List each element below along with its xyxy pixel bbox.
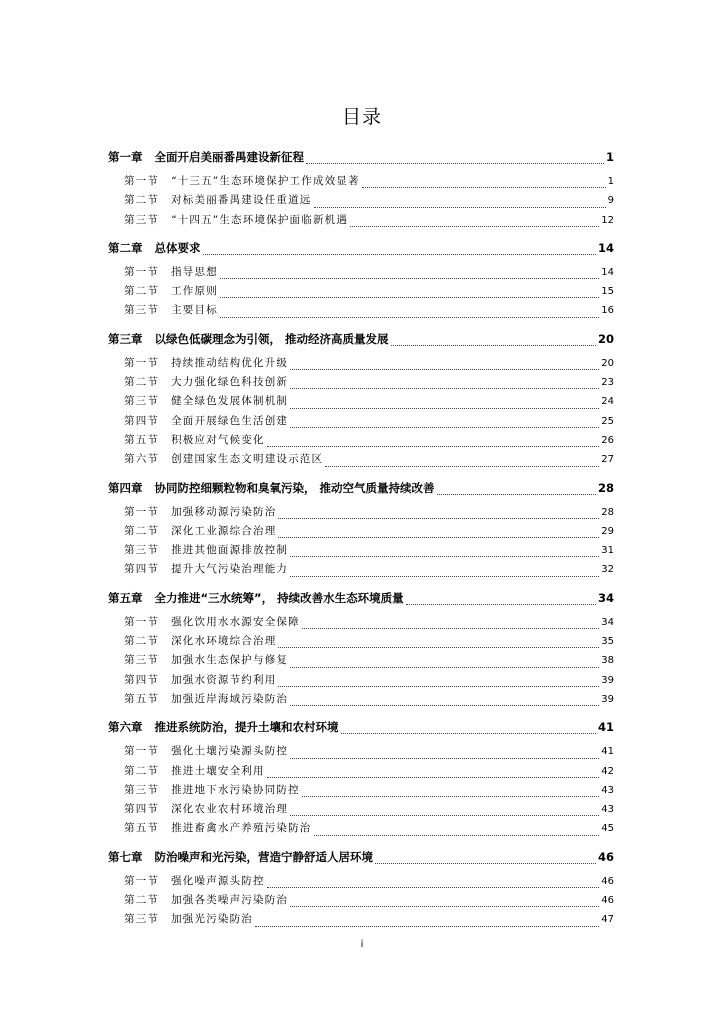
toc-chapter-entry[interactable]: [108, 478, 614, 498]
section-page-number: 35: [601, 636, 614, 648]
chapter-title: 全力推进“三水统筹”， 持续改善水生态环境质量: [154, 590, 404, 605]
chapter-label: [108, 478, 435, 498]
dot-leader: [278, 518, 599, 519]
chapter-label: [108, 147, 304, 167]
section-label: [124, 800, 288, 819]
section-number: 第一节: [124, 745, 160, 758]
dot-leader: [290, 667, 599, 668]
section-number: 第四节: [124, 673, 160, 686]
toc-section-entry[interactable]: [108, 522, 614, 541]
toc-section-entry[interactable]: [108, 671, 614, 690]
chapter-page-number: 41: [597, 720, 614, 735]
dot-leader: [406, 604, 596, 605]
section-page-number: 39: [601, 674, 614, 686]
section-title: 对标美丽番禺建设任重道远: [171, 194, 312, 207]
section-number: 第一节: [124, 356, 160, 369]
dot-leader: [341, 733, 596, 734]
dot-leader: [278, 686, 599, 687]
section-page-number: 31: [601, 545, 614, 557]
section-number: 第二节: [124, 376, 160, 389]
section-page-number: 14: [601, 266, 614, 278]
section-page-number: 42: [601, 765, 614, 777]
section-page-number: 23: [601, 377, 614, 389]
section-label: [124, 690, 288, 709]
section-title: 深化水环境综合治理: [171, 635, 277, 648]
dot-leader: [290, 576, 599, 577]
toc-section-entry[interactable]: [108, 910, 614, 929]
spacer: [108, 839, 614, 847]
section-page-number: 28: [601, 506, 614, 518]
toc-section-entry[interactable]: [108, 431, 614, 450]
spacer: [108, 321, 614, 329]
toc-section-entry[interactable]: [108, 412, 614, 431]
chapter-title: 推进系统防治，提升土壤和农村环境: [154, 720, 339, 735]
section-title: 深化工业源综合治理: [171, 524, 277, 537]
toc-section-entry[interactable]: [108, 560, 614, 579]
toc-section-entry[interactable]: [108, 450, 614, 469]
section-page-number: 41: [601, 746, 614, 758]
section-page-number: 20: [601, 357, 614, 369]
section-page-number: 39: [601, 693, 614, 705]
chapter-number: 第六章: [108, 720, 143, 735]
toc-section-entry[interactable]: [108, 211, 614, 230]
section-page-number: 46: [601, 875, 614, 887]
toc-section-entry[interactable]: [108, 172, 614, 191]
toc-section-entry[interactable]: [108, 762, 614, 781]
dot-leader: [290, 427, 599, 428]
toc-chapter-entry[interactable]: [108, 147, 614, 167]
chapter-label: [108, 717, 339, 737]
toc-section-entry[interactable]: [108, 613, 614, 632]
dot-leader: [314, 835, 600, 836]
chapter-title: 以绿色低碳理念为引领， 推动经济高质量发展: [154, 331, 389, 346]
section-title: 深化农业农村环境治理: [171, 803, 289, 816]
section-title: 大力强化绿色科技创新: [171, 376, 289, 389]
section-title: 推进畜禽水产养殖污染防治: [171, 822, 312, 835]
section-number: 第二节: [124, 285, 160, 298]
section-number: 第一节: [124, 175, 160, 187]
section-number: 第三节: [124, 654, 160, 667]
toc-chapter-entry[interactable]: [108, 588, 614, 608]
toc-section-entry[interactable]: [108, 191, 614, 210]
table-of-contents: [108, 147, 614, 930]
chapter-number: 第三章: [108, 331, 143, 346]
dot-leader: [302, 628, 599, 629]
section-number: 第一节: [124, 874, 160, 887]
chapter-number: 第七章: [108, 849, 143, 864]
chapter-page-number: 1: [605, 150, 614, 164]
section-title: 加强移动源污染防治: [171, 505, 277, 518]
section-number: 第三节: [124, 783, 160, 796]
section-title: 加强近岸海域污染防治: [171, 692, 289, 705]
section-page-number: 12: [601, 214, 614, 226]
section-label: [124, 211, 348, 230]
section-page-number: 15: [601, 286, 614, 298]
section-label: [124, 819, 312, 838]
dot-leader: [306, 163, 604, 164]
dot-leader: [391, 345, 596, 346]
chapter-number: 第二章: [108, 240, 143, 255]
section-title: 主要目标: [171, 304, 218, 317]
section-label: [124, 503, 276, 522]
section-label: [124, 412, 288, 431]
section-label: [124, 263, 218, 282]
spacer: [108, 709, 614, 717]
section-title: 加强各类噪声污染防治: [171, 894, 289, 907]
chapter-title: 总体要求: [154, 240, 201, 255]
dot-leader: [278, 647, 599, 648]
section-number: 第五节: [124, 433, 160, 446]
section-label: [124, 354, 288, 373]
section-label: [124, 392, 288, 411]
section-number: 第一节: [124, 265, 160, 278]
section-title: 创建国家生态文明建设示范区: [171, 453, 324, 466]
section-number: 第四节: [124, 803, 160, 816]
dot-leader: [267, 446, 600, 447]
toc-chapter-entry[interactable]: [108, 717, 614, 737]
dot-leader: [290, 705, 599, 706]
toc-section-entry[interactable]: [108, 541, 614, 560]
section-number: 第一节: [124, 505, 160, 518]
chapter-page-number: 20: [597, 331, 614, 346]
chapter-label: [108, 588, 404, 608]
toc-section-entry[interactable]: [108, 373, 614, 392]
toc-section-entry[interactable]: [108, 781, 614, 800]
dot-leader: [290, 369, 599, 370]
spacer: [108, 470, 614, 478]
section-title: 推进其他面源排放控制: [171, 544, 289, 557]
section-number: 第三节: [124, 913, 160, 926]
chapter-page-number: 46: [597, 849, 614, 864]
toc-section-entry[interactable]: [108, 742, 614, 761]
dot-leader: [267, 887, 600, 888]
chapter-title: 防治噪声和光污染，营造宁静舒适人居环境: [154, 849, 373, 864]
chapter-number: 第四章: [108, 480, 143, 495]
section-page-number: 43: [601, 804, 614, 816]
section-page-number: 9: [607, 195, 614, 207]
toc-section-entry[interactable]: [108, 800, 614, 819]
section-page-number: 45: [601, 823, 614, 835]
dot-leader: [290, 758, 599, 759]
section-label: [124, 373, 288, 392]
section-title: 全面开展绿色生活创建: [171, 414, 289, 427]
section-title: 加强水资源节约利用: [171, 673, 277, 686]
section-label: [124, 282, 218, 301]
chapter-number: 第五章: [108, 590, 143, 605]
section-page-number: 16: [601, 305, 614, 317]
toc-section-entry[interactable]: [108, 392, 614, 411]
toc-chapter-entry[interactable]: [108, 238, 614, 258]
section-label: [124, 301, 218, 320]
section-label: [124, 742, 288, 761]
section-number: 第四节: [124, 414, 160, 427]
dot-leader: [362, 187, 606, 188]
chapter-label: [108, 847, 373, 867]
toc-chapter-entry[interactable]: [108, 329, 614, 349]
dot-leader: [375, 863, 596, 864]
section-title: 指导思想: [171, 265, 218, 278]
section-page-number: 25: [601, 415, 614, 427]
section-page-number: 24: [601, 396, 614, 408]
section-number: 第三节: [124, 213, 160, 226]
dot-leader: [290, 815, 599, 816]
section-label: [124, 651, 288, 670]
page-title: 目录: [341, 106, 382, 128]
page-number: i: [360, 939, 364, 950]
dot-leader: [267, 777, 600, 778]
chapter-page-number: 14: [597, 240, 614, 255]
section-title: 积极应对气候变化: [171, 433, 265, 446]
chapter-page-number: 28: [597, 480, 614, 495]
section-label: [124, 613, 300, 632]
toc-section-entry[interactable]: [108, 651, 614, 670]
dot-leader: [302, 796, 599, 797]
toc-section-entry[interactable]: [108, 891, 614, 910]
section-label: [124, 431, 265, 450]
section-title: 强化噪声源头防控: [171, 874, 265, 887]
section-label: [124, 450, 323, 469]
dot-leader: [220, 278, 599, 279]
toc-section-entry[interactable]: [108, 872, 614, 891]
section-number: 第一节: [124, 615, 160, 628]
section-number: 第四节: [124, 563, 160, 576]
chapter-number: 第一章: [108, 150, 143, 164]
section-title: 推进土壤安全利用: [171, 764, 265, 777]
section-title: 推进地下水污染协同防控: [171, 783, 300, 796]
section-number: 第三节: [124, 304, 160, 317]
section-label: [124, 522, 276, 541]
section-page-number: 29: [601, 525, 614, 537]
toc-section-entry[interactable]: [108, 690, 614, 709]
section-number: 第二节: [124, 524, 160, 537]
dot-leader: [255, 926, 599, 927]
section-page-number: 26: [601, 434, 614, 446]
section-number: 第二节: [124, 894, 160, 907]
dot-leader: [290, 556, 599, 557]
section-title: “十四五”生态环境保护面临新机遇: [171, 213, 349, 226]
section-label: [124, 632, 276, 651]
section-page-number: 46: [601, 895, 614, 907]
toc-section-entry[interactable]: [108, 503, 614, 522]
section-title: 工作原则: [171, 285, 218, 298]
dot-leader: [203, 254, 596, 255]
section-page-number: 1: [607, 176, 614, 187]
section-title: 持续推动结构优化升级: [171, 356, 289, 369]
section-label: [124, 762, 265, 781]
toc-section-entry[interactable]: [108, 263, 614, 282]
toc-section-entry[interactable]: [108, 819, 614, 838]
dot-leader: [350, 226, 599, 227]
section-label: [124, 872, 265, 891]
section-title: 强化土壤污染源头防控: [171, 745, 289, 758]
section-page-number: 43: [601, 784, 614, 796]
section-label: [124, 172, 360, 191]
spacer: [108, 580, 614, 588]
dot-leader: [290, 388, 599, 389]
chapter-title: 全面开启美丽番禺建设新征程: [154, 150, 304, 164]
chapter-label: [108, 238, 201, 258]
section-label: [124, 191, 312, 210]
toc-section-entry[interactable]: [108, 632, 614, 651]
section-number: 第五节: [124, 692, 160, 705]
dot-leader: [290, 408, 599, 409]
section-number: 第三节: [124, 395, 160, 408]
section-label: [124, 910, 253, 929]
dot-leader: [220, 297, 599, 298]
toc-section-entry[interactable]: [108, 354, 614, 373]
section-number: 第三节: [124, 544, 160, 557]
chapter-title: 协同防控细颗粒物和臭氧污染， 推动空气质量持续改善: [154, 480, 435, 495]
section-title: 强化饮用水水源安全保障: [171, 615, 300, 628]
section-label: [124, 781, 300, 800]
section-number: 第二节: [124, 635, 160, 648]
section-title: 健全绿色发展体制机制: [171, 395, 289, 408]
section-number: 第二节: [124, 764, 160, 777]
section-page-number: 27: [601, 454, 614, 466]
section-title: 加强水生态保护与修复: [171, 654, 289, 667]
dot-leader: [278, 537, 599, 538]
section-label: [124, 541, 288, 560]
section-label: [124, 671, 276, 690]
dot-leader: [220, 317, 599, 318]
spacer: [108, 230, 614, 238]
section-label: [124, 560, 288, 579]
dot-leader: [437, 494, 596, 495]
toc-section-entry[interactable]: [108, 301, 614, 320]
section-number: 第五节: [124, 822, 160, 835]
section-title: 加强光污染防治: [171, 913, 254, 926]
chapter-label: [108, 329, 389, 349]
dot-leader: [290, 906, 599, 907]
section-page-number: 38: [601, 655, 614, 667]
section-title: 提升大气污染治理能力: [171, 563, 289, 576]
section-page-number: 34: [601, 616, 614, 628]
chapter-page-number: 34: [597, 590, 614, 605]
section-page-number: 32: [601, 564, 614, 576]
dot-leader: [314, 207, 606, 208]
toc-section-entry[interactable]: [108, 282, 614, 301]
section-label: [124, 891, 288, 910]
dot-leader: [325, 466, 599, 467]
section-page-number: 47: [601, 914, 614, 926]
section-title: “十三五”生态环境保护工作成效显著: [171, 175, 360, 187]
toc-chapter-entry[interactable]: [108, 847, 614, 867]
section-number: 第二节: [124, 194, 160, 207]
section-number: 第六节: [124, 453, 160, 466]
